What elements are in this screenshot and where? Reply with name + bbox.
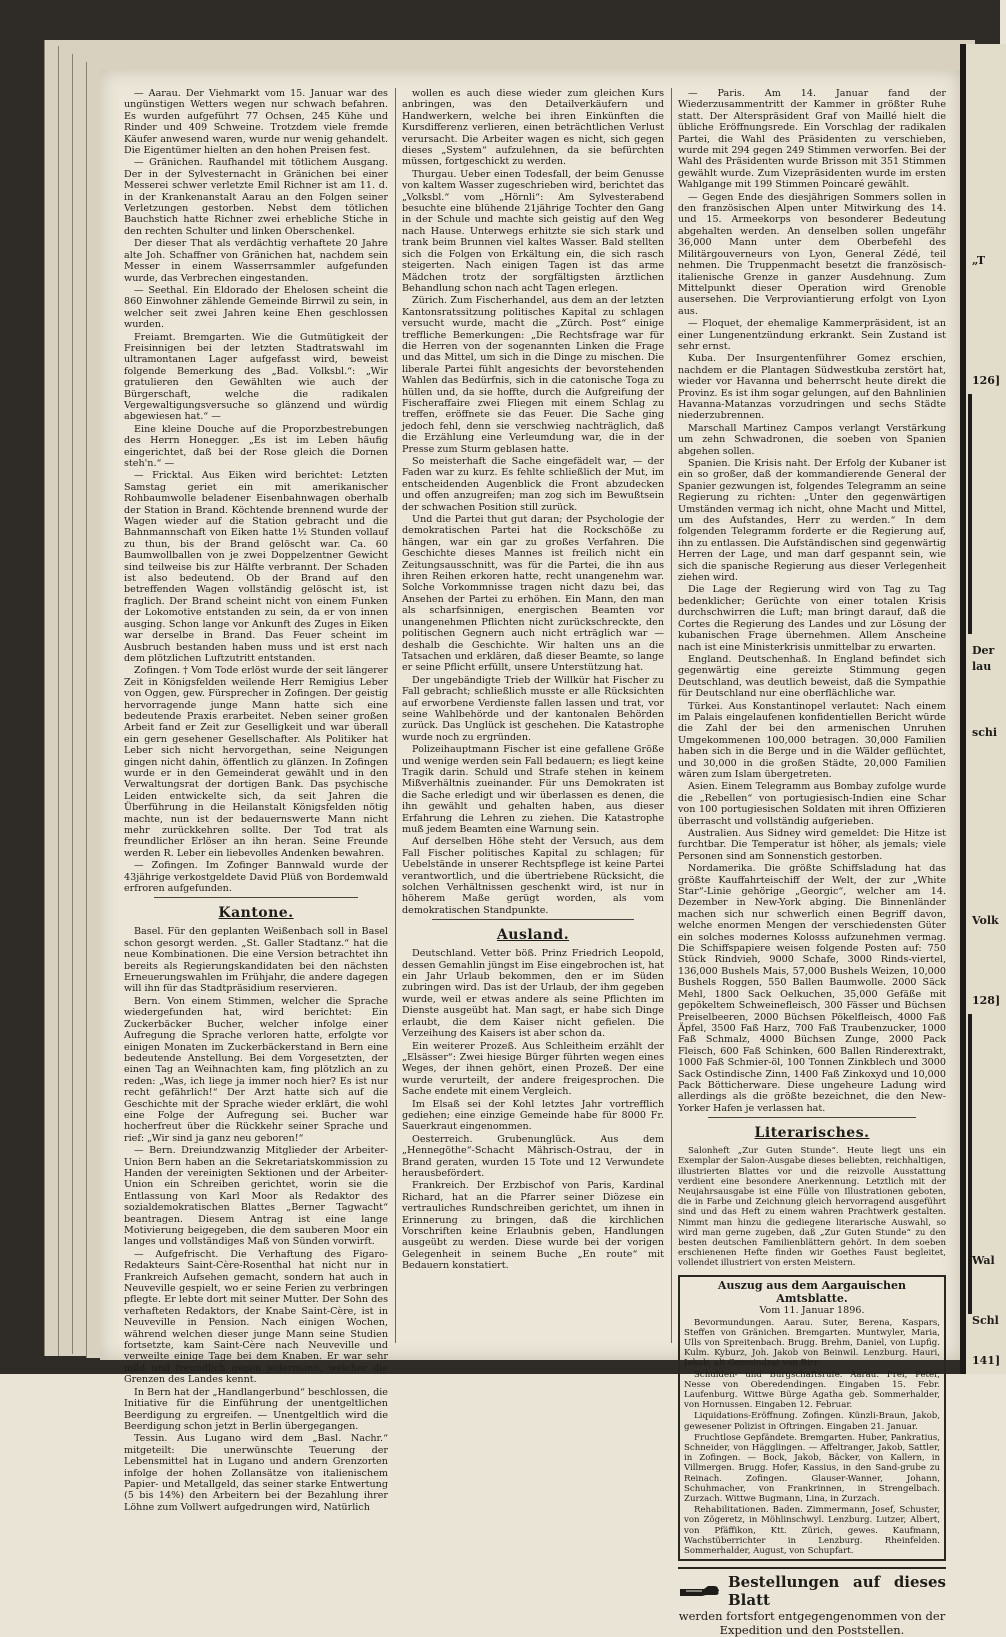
article-zuerich-5: Polizeihauptmann Fischer ist eine gefallene Größe und wenige werden sein Fall bedauern; es liegt keine Tragik darin. Schuld und Strafe stehen in keinem Mißverhältnis zueinander. Für uns Demokraten ist die Sache erledigt und wir überlassen es denen, die ihn gewählt und gehalten haben, aus dieser Erfahrung die Lehren zu ziehen. Die Katastrophe muß jedem Beamten eine Warnung sein. — [402, 744, 664, 835]
amtsblatt-entry: Bevormundungen. Aarau. Suter, Berena, Kaspars, Steffen von Gränichen. Bremgarten. Muntwyler, Maria, Ulls von Spreitenbach. Brugg. Brehm, Daniel, von Lupfig. Kulm. Kyburz, Joh. Jakob von Beinwil. Lenzburg. Hauri, Jakob, alt Gemeindrat von Birr. — [684, 1317, 940, 1369]
adjacent-text: schi — [972, 726, 998, 739]
adjacent-text: Volk — [972, 914, 999, 927]
article-australien: Australien. Aus Sidney wird gemeldet: Die Hitze ist furchtbar. Die Temperatur ist höher, als jemals; viele Personen sind am Sonnenstich gestorben. — [678, 828, 946, 862]
column-rule — [671, 88, 672, 1343]
adjacent-text: Schl — [972, 1314, 999, 1327]
subscription-heading — [678, 1573, 946, 1609]
article-freiamt: Freiamt. Bremgarten. Wie die Gutmütigkeit der Freisinnigen bei der letzten Stadtratswahl im ultramontanen Lager aufgefasst wird, beweist folgende Bemerkung des „Bad. Volksbl.“: „Wir gratulieren den Gewählten wie auch der Bürgerschaft, welche die radikalen Vergewaltigungsversuche so glänzend und würdig abgewiesen hat.“ — — [124, 331, 388, 423]
subscription-heading-text: Bestellungen auf dieses Blatt — [728, 1573, 946, 1610]
article-campos: Marschall Martinez Campos verlangt Verstärkung um zehn Schwadronen, die soeben von Spanien abgehen sollen. — [678, 422, 946, 457]
article-graenichen: — Gränichen. Raufhandel mit tötlichem Ausgang. Der in der Sylvesternacht in Gränichen bei einer Messerei schwer verletzte Emil Richner ist am 11. d. in der Krankenanstalt Aarau an den Folgen seiner Verletzungen gestorben. Nebst dem tötlichen Bauchstich hatte Richner zwei erhebliche Stiche in den rechten Schulter und linken Oberschenkel. — [124, 157, 388, 237]
article-aufgefrischt: — Aufgefrischt. Die Verhaftung des Figaro-Redakteurs Saint-Cère-Rosenthal hat nicht nur in Frankreich Aufsehen gemacht, sondern hat auch in Neuveville gespielt, wo er seine Ferien zu verbringen pflegte. Er lebte dort mit seiner Mutter. Der Sohn des verhafteten Redaktors, der Knabe Saint-Cère, ist in Neuveville in Pension. Nach einigen Wochen, während welchen dieser junge Mann seine Studien fortsetzte, kam Saint-Cère nach Neuveville und verweilte einige Tage bei dem Knaben. Er war sehr mild und freundlich gegen jedermann, welcher die Grenzen des Landes kennt. — [124, 1248, 388, 1386]
article-kuba: Kuba. Der Insurgentenführer Gomez erschien, nachdem er die Plantagen Südwestkuba zerstört hat, wieder vor Havanna und beherrscht heute direkt die Provinz. Es ist ihm sogar gelungen, auf den Bahnlinien Havanna-Matanzas vorzudringen und sechs Städte niederzubrennen. — [678, 353, 946, 422]
column-middle — [402, 88, 664, 1343]
amtsblatt-entry: Schulden- und Bürgschaftsrufe. Aarau. Frei, Peter, Nesse von Oberedendingen. Eingaben 15. Febr. Laufenburg. Wittwe Bürge Agatha geb. Sommerhalder, von Hornussen. Eingaben 12. Februar. — [684, 1369, 940, 1411]
article-oesterreich: Oesterreich. Grubenunglück. Aus dem „Hennegöthe“-Schacht Mährisch-Ostrau, der in Brand geraten, wurden 15 Tote und 12 Verwundete herausbefördert. — [402, 1133, 664, 1179]
article-england: England. Deutschenhaß. In England befindet sich gegenwärtig eine gereizte Stimmung gegen Deutschland, was deutlich beweist, daß die Sympathie für Deutschland nur eine oberflächliche war. — [678, 653, 946, 700]
article-tessin-cont: wollen es auch diese wieder zum gleichen Kurs anbringen, was den Detailverkäufern und Handwerkern, welche bei ihren Einkünften die Kursdifferenz verlieren, einen beträchtlichen Verlust verursacht. Die Arbeiter wagen es nicht, sich gegen dieses „System“ aufzulehnen, da sie befürchten müssen, fortgeschickt zu werden. — [402, 88, 664, 168]
pointing-hand-icon — [678, 1584, 722, 1598]
article-zofingen: Zofingen. † Vom Tode erlöst wurde der seit längerer Zeit in Königsfelden weilende Herr Remigius Leber von Oggen, gew. Fürsprecher in Zofingen. Der geistig hervorragende junge Mann hatte sich eine bedeutende Praxis erarbeitet. Neben seiner großen Arbeit fand er Zeit zur Geselligkeit und war überall ein gern gesehener Gesellschafter. Als Politiker hat Leber sich nicht hervorgethan, seine Neigungen gingen nicht dahin, öffentlich zu glänzen. In Zofingen wurde er in den Gemeinderat gewählt und in den Verwaltungsrat der dortigen Bank. Das psychische Leiden entwickelte sich, da seit Jahren die Überführung in die Heilanstalt Königsfelden nötig machte, nun ist der bedauernswerte Mann nicht mehr zurückkehren sollte. Der Tod trat als freundlicher Erlöser an ihn heran. Seine Freunde werden R. Leber ein liebevolles Andenken bewahren. — [124, 665, 388, 859]
article-zuerich-4: Der ungebändigte Trieb der Willkür hat Fischer zu Fall gebracht; schließlich musste er alle Rücksichten auf erworbene Verdienste fallen lassen und trat, vor seine Wahlbehörde und der kantonalen Behörden zurück. Das Unglück ist geschehen. Die Katastrophe wurde noch zu ergründen. — [402, 674, 664, 743]
column-right — [678, 88, 946, 1637]
section-heading-literarisches: Literarisches. — [754, 1125, 870, 1142]
amtsblatt-entry: Liquidations-Eröffnung. Zofingen. Künzli-Braun, Jakob, gewesener Polizist in Oftringen. Eingaben 21. Januar. — [684, 1411, 940, 1432]
article-spanien-2: Die Lage der Regierung wird von Tag zu Tag bedenklicher; Gerüchte von einer totalen Krisis durchschwirren die Luft; man bringt darauf, daß die Cortes die Regierung des Landes und zur Lösung der kubanischen Frage übernehmen. Allem Anscheine nach ist eine Ministerkrisis unmittelbar zu erwarten. — [678, 584, 946, 653]
article-fricktal: — Fricktal. Aus Eiken wird berichtet: Letzten Samstag geriet ein mit amerikanischer Rohbaumwolle beladener Eisenbahnwagen oberhalb der Station in Brand. Köchtende brennend wurde der Wagen wieder auf die Station gebracht und die Bahnmannschaft von Eiken hatte 1½ Stunden vollauf zu thun, bis der Brand gelöscht war. Ca. 60 Baumwollballen von je zwei Doppelzentner Gewicht sind teilweise bis zur Hälfte verbrannt. Der Schaden ist also bedeutend. Ob der Brand auf den betreffenden Wagen vollständig gelöscht ist, ist fraglich. Der Brand scheint nicht von einem Funken der Lokomotive entstanden zu sein, da er von innen ausging. Schon lange vor Ankunft des Zuges in Eiken war derselbe in Brand. Das Feuer scheint im Ausbruch bestanden haben muss und ist erst nach dem plötzlichen Luftzutritt entstanden. — [124, 470, 388, 664]
adjacent-page-strip — [960, 44, 1006, 1374]
section-divider — [432, 919, 634, 920]
article-zuerich-3: Und die Partei thut gut daran; der Psychologie der demokratischen Partei hat die Rockschöße zu hängen, war ein gar zu großes Verfahren. Die Geschichte dieses Mannes ist freilich nicht ein Zeitungsausschnitt, was für die Partei, die ihn aus ihren Reihen erkoren hatte, recht unangenehm war. Solche Vorkommnisse tragen nicht dazu bei, das Ansehen der Partei zu erhöhen. Ein Mann, den man als scharfsinnigen, energischen Beamten vor unangenehmen Pflichten nicht zurückschreckte, den politischen Gegnern auch nicht erträglich war — deshalb die Geschichte. Wir halten uns an die Tatsachen und erklären, daß dieser Beamte, so lange er seine Pflicht erfüllt, unsere Unterstützung hat. — [402, 514, 664, 674]
article-bern-3: In Bern hat der „Handlangerbund“ beschlossen, die Initiative für die Einführung der unentgeltlichen Beerdigung zu ergreifen. — Unentgeltlich wird die Beerdigung schon jetzt in Berlin übergegangen. — [124, 1386, 388, 1432]
article-basel: Basel. Für den geplanten Weißenbach soll in Basel schon gesorgt werden. „St. Galler Stadtanz.“ hat die neue Kombinationen. Die eine Version betrachtet ihn bereits als Regierungskandidaten bei den nächsten Erneuerungswahlen im Frühjahr, die andere dagegen will ihn für das Stadtpräsidium reservieren. — [124, 926, 388, 995]
amtsblatt-title: Auszug aus dem Aargauischen Amtsblatte. — [717, 1278, 907, 1305]
adjacent-text: 126] — [972, 374, 1001, 387]
adjacent-rule — [968, 1014, 972, 1314]
article-deutschland: Deutschland. Vetter böß. Prinz Friedrich Leopold, dessen Gemahlin jüngst im Eise eingebrochen ist, hat ein Jahr Urlaub bekommen, den er im Süden zubringen wird. Das ist der Urlaub, der ihm gegeben wurde, weil er etwas andere als seine Pflichten im Dienste ausgeübt hat. Man sagt, er habe sich Dinge erlaubt, die dem Kaiser nicht gefielen. Die Verzeihung des Kaisers ist aber schon da. — [402, 948, 664, 1040]
amtsblatt-date: Vom 11. Januar 1896. — [759, 1304, 865, 1316]
article-paris: — Paris. Am 14. Januar fand der Wiederzusammentritt der Kammer in größter Ruhe statt. Der Alterspräsident Graf von Maillé hielt die übliche Eröffnungsrede. Ein Vorschlag der radikalen Partei, die Wahl des Präsidenten zu verschieben, wurde mit 294 gegen 249 Stimmen verworfen. Bei der Wahl des Präsidenten wurde Brisson mit 351 Stimmen gewählt wurde. Zum Vizepräsidenten wurde im ersten Wahlgange mit 199 Stimmen Poincaré gewählt. — [678, 88, 946, 191]
section-heading-ausland: Ausland. — [496, 927, 570, 944]
adjacent-text: lau — [972, 660, 992, 673]
adjacent-text: 141] — [972, 1354, 1001, 1367]
section-heading-kantone: Kantone. — [218, 905, 294, 922]
article-salonheft: Salonheft „Zur Guten Stunde“. Heute liegt uns ein Exemplar der Salon-Ausgabe dieses beliebten, reichhaltigen, illustrierten Blattes vor und die reizvolle Ausstattung verdient eine besondere Anerkennung. Letztlich mit der Neujahrsausgabe ist eine Fülle von Illustrationen geboten, die in Farbe und Zeichnung gleich hervorragend ausgeführt sind und das Heft zu einem wahren Prachtwerk gestalten. Nimmt man hinzu die gediegene literarische Auswahl, so wird man gerne zugeben, daß „Zur Guten Stunde“ zu den besten deutschen Familienblättern gehört. In dem soeben erschienenen Hefte finden wir Goethes Faust begleitet, vollendet illustriert von ersten Meistern. — [678, 1146, 946, 1269]
section-divider — [154, 897, 358, 898]
adjacent-text: Der — [972, 644, 995, 657]
adjacent-text: 128] — [972, 994, 1001, 1007]
adjacent-text: Wal — [972, 1254, 995, 1267]
article-floquet: — Floquet, der ehemalige Kammerpräsident, ist an einer Lungenentzündung erkrankt. Sein Zustand ist sehr ernst. — [678, 318, 946, 352]
article-nordamerika: Nordamerika. Die größte Schiffsladung hat das größte Kauffahrteischiff der Welt, der zur „White Star“-Linie gehörige „Georgic“, welcher am 14. Dezember in New-York abging. Die Binnenländer machen sich nur schwerlich einen Begriff davon, welche enormen Mengen der verschiedensten Güter ein solches modernes Kolosss aufzunehmen vermag. Die Schiffspapiere weisen folgende Posten auf: 750 Stück Rindvieh, 9000 Schafe, 3000 Rinds-viertel, 136,000 Bushels Mais, 57,000 Bushels Weizen, 10,000 Bushels Roggen, 550 Ballen Baumwolle. 2000 Säck Mehl, 1800 Sack Oelkuchen, 35,000 Gefäße mit gepökeltem Schweinefleisch, 300 Fässer und Büchsen Preiselbeeren, 2000 Büchsen Pökelfleisch, 4000 Faß Äpfel, 3500 Faß Harz, 700 Faß Traubenzucker, 1000 Faß Schmalz, 4000 Büchsen Zunge, 2000 Pack Fleisch, 600 Faß Schinken, 600 Ballen Rinderextrakt, 1000 Faß Schmier-öl, 100 Tonnen Zinkblech und 3000 Sack Ostindische Zinn, 1400 Faß Zinkoxyd und 10,000 Pack Bötticherware. Diese ungeheure Ladung wird allerdings als die größte bezeichnet, die den New-Yorker Hafen je verlassen hat. — [678, 863, 946, 1114]
column-left — [124, 88, 388, 1513]
article-elsass: Im Elsaß sei der Kohl letztes Jahr vortrefflich gediehen; eine einzige Gemeinde habe für 8000 Fr. Sauerkraut eingenommen. — [402, 1098, 664, 1133]
article-aarau: — Aarau. Der Viehmarkt vom 15. Januar war des ungünstigen Wetters wegen nur schwach befahren. Es wurden aufgeführt 77 Ochsen, 245 Kühe und Rinder und 409 Schweine. Trotzdem viele fremde Käufer anwesend waren, wurde nur wenig gehandelt. Die Eigentümer hielten an den hohen Preisen fest. — [124, 88, 388, 157]
article-frankreich: Frankreich. Der Erzbischof von Paris, Kardinal Richard, hat an die Pfarrer seiner Diözese ein vertrauliches Rundschreiben gerichtet, um ihnen in Erinnerung zu bringen, daß die kirchlichen Vorschriften keine Erlaubnis geben, Handlungen ausgeübt zu werden. Diese wurde bei der vorigen Gelegenheit in seinem Buche „En route“ mit Bedauern konstatiert. — [402, 1180, 664, 1272]
article-tessin: Tessin. Aus Lugano wird dem „Basl. Nachr.“ mitgeteilt: Die unerwünschte Teuerung der Lebensmittel hat in Lugano und andern Grenzorten infolge der hohen Zollansätze von italienischem Papier- und Metallgeld, das seiner starke Entwertung (5 bis 14%) den Arbeitern bei der Bezahlung ihrer Löhne zum Vollwert aufgedrungen wird, Natürlich — [124, 1433, 388, 1513]
article-manoever: — Gegen Ende des diesjährigen Sommers sollen in den französischen Alpen unter Mitwirkung des 14. und 15. Armeekorps von besonderer Bedeutung abgehalten werden. An denselben sollen ungefähr 36,000 Mann unter dem Oberbefehl des Militärgouverneurs von Lyon, General Zédé, teil nehmen. Die Truppenmacht besetzt die französisch-italienische Grenze in ganzer Ausdehnung. Zum Mittelpunkt dieser Operation wird Grenoble ausersehen. Die Verproviantierung erfolgt von Lyon aus. — [678, 191, 946, 317]
subscription-text: werden fortsfort entgegengenommen von der Expedition und den Poststellen. — [678, 1609, 946, 1637]
article-bern-2: — Bern. Dreiundzwanzig Mitglieder der Arbeiter-Union Bern haben an die Sekretariatskommission zu Handen der vereinigten Sektionen und der Arbeiter-Union ein Schreiben gerichtet, worin sie die Entlassung von Karl Moor als Redaktor des sozialdemokratischen Blattes „Berner Tagwacht“ beantragen. Diesem Antrag ist eine lange Motivierung beigegeben, die dem sauberen Moor ein langes und vollständiges Maß von Sünden vorwirft. — [124, 1145, 388, 1248]
article-seethal: — Seethal. Ein Eldorado der Ehelosen scheint die 860 Einwohner zählende Gemeinde Birrwil zu sein, in welcher seit zwei Jahren keine Ehen geschlossen wurden. — [124, 284, 388, 331]
article-zuerich: Zürich. Zum Fischerhandel, aus dem an der letzten Kantonsratssitzung politisches Kapital zu schlagen versucht wurde, macht die „Zürch. Post“ einige treffliche Bemerkungen: „Die Rechtsfrage war für die Herren von der sogenannten Linken die Frage und das Mittel, um sich in die Dinge zu mischen. Die liberale Partei fühlt angesichts der bevorstehenden Wahlen das Bedürfnis, sich in die catonische Toga zu hüllen und, da sie hoffte, durch die Aufgreifung der Fischeraffaire zwei Fliegen mit einem Schlag zu treffen, eröffnete sie das Feuer. Die Sache ging jedoch fehl, denn sie verschwieg nachträglich, daß die Erzählung eine Verleumdung war, die in der Presse zum Sturm geblasen hatte. — [402, 295, 664, 455]
article-bern: Bern. Von einem Stimmen, welcher die Sprache wiedergefunden hat, wird berichtet: Ein Zuckerbäcker Bucher, welcher infolge einer Aufregung die Sprache verloren hatte, erfolgte vor einigen Monaten im Zuckerbäckerstand in Bern eine bedeutende Anstellung. Bei dem Vorgesetzten, der einen Tag an Weihnachten kam, fing plötzlich an zu reden: „Was, ich liege ja immer noch hier? Es ist nur recht gefährlich!“ Der Arzt hatte sich auf die Geschichte mit der Sprache wieder erklärt, die wohl eine Folge der Aufregung sei. Bucher war hocherfreut über die Rückkehr seiner Sprache und rief: „Wir sind ja ganz neu geboren!“ — [124, 995, 388, 1144]
article-asien: Asien. Einem Telegramm aus Bombay zufolge wurde die „Rebellen“ von portugiesisch-Indien eine Schar von 100 portugiesischen Soldaten mit ihren Offizieren überrascht und vollständig aufgerieben. — [678, 781, 946, 827]
article-zofingen-2: — Zofingen. Im Zofinger Bannwald wurde der 43jährige verkostgeldete David Plüß von Bordemwald erfroren aufgefunden. — [124, 860, 388, 895]
article-zuerich-6: Auf derselben Höhe steht der Versuch, aus dem Fall Fischer politisches Kapital zu schlagen; für Uebelstände in unserer Rechtspflege ist keine Partei verantwortlich, und die übertriebene Rücksicht, die solchen Verhältnissen geschenkt wird, ist nur in höherem Maße gerügt worden, als vom demokratischen Standpunkte. — [402, 836, 664, 916]
amtsblatt-box — [678, 1275, 946, 1562]
amtsblatt-entry: Fruchtlose Gepfändete. Bremgarten. Huber, Pankratius, Schneider, von Hägglingen. — Affeltranger, Jakob, Sattler, in Zofingen. — Bock, Jakob, Bäcker, von Kallern, in Villmergen. Brugg. Hofer, Kassius, in den Sand-grube zu Reinach. Zofingen. Glauser-Wanner, Johann, Schuhmacher, von Frankrinnen, in Strengelbach. Zurzach. Wittwe Bugmann, Lina, in Zurzach. — [684, 1432, 940, 1505]
article-spanien: Spanien. Die Krisis naht. Der Erfolg der Kubaner ist ein so großer, daß der kommandierende General der Spanier gezwungen ist, folgendes Telegramm an seine Regierung zu richten: „Unter den gegenwärtigen Umständen vermag ich nicht, ohne Macht und Mittel, um des Aufstandes, Herr zu werden.“ In dem folgenden Telegramm forderte er die Regierung auf, ihn zu entlassen. Die Aufständischen sind gegenwärtig Herren der Lage, und man darf gespannt sein, wie sich die spanische Regierung aus dieser Verlegenheit ziehen wird. — [678, 458, 946, 584]
section-divider — [708, 1117, 916, 1118]
article-proporz: Eine kleine Douche auf die Proporzbestrebungen des Herrn Honegger. „Es ist im Leben häufig eingerichtet, daß bei der Rose gleich die Dornen steh'n.“ — — [124, 423, 388, 469]
adjacent-rule — [968, 394, 972, 634]
article-graenichen-2: Der dieser That als verdächtig verhaftete 20 Jahre alte Joh. Schaffner von Gränichen hat, nachdem sein Messer in einem Wasserrsammler aufgefunden wurde, das Verbrechen eingestanden. — [124, 238, 388, 284]
amtsblatt-entry: Rehabilitationen. Baden. Zimmermann, Josef, Schuster, von Zögeretz, in Möhlinschwyl. Lenzburg. Lutzer, Albert, von Pfäffikon, Ktt. Zürich, gewes. Kaufmann, Wachstüberrichter in Lenzburg. Rheinfelden. Sommerhalder, August, von Schupfart. — [684, 1505, 940, 1557]
article-prozess: Ein weiterer Prozeß. Aus Schleitheim erzählt der „Elsässer“: Zwei hiesige Bürger führten wegen eines Weges, der ihnen gehört, einen Prozeß. Der eine wurde verurteilt, der andere freigesprochen. Die Sache endete mit einem Vergleich. — [402, 1040, 664, 1098]
article-zuerich-2: So meisterhaft die Sache eingefädelt war, — der Faden war zu kurz. Es fehlte schließlich der Mut, im entscheidenden Augenblick die Front abzudecken und offen anzugreifen; man zog sich im Bewußtsein der schwachen Position still zurück. — [402, 456, 664, 513]
adjacent-text: „T — [972, 254, 986, 267]
article-tuerkei: Türkei. Aus Konstantinopel verlautet: Nach einem im Palais eingelaufenen konfidentiellen Bericht würde die Zahl der bei den armenischen Unruhen Umgekommenen 100,000 betragen. 30,000 Familien haben sich in die Berge und in die Wälder geflüchtet, und 30,000 in die großen Städte, 20,000 Familien wären zum Islam übergetreten. — [678, 700, 946, 780]
column-rule — [395, 88, 396, 1343]
article-thurgau: Thurgau. Ueber einen Todesfall, der beim Genusse von kaltem Wasser zugeschrieben wird, berichtet das „Volksbl.“ vom „Hörnli“: Am Sylvesterabend besuchte eine blühende 21jährige Tochter den Gang in der Schule und machte sich geistig auf den Weg nach Hause. Unterwegs erhitzte sie sich stark und trank beim Brunnen viel kaltes Wasser. Bald stellten sich die Folgen von Erkältung ein, die sich rasch steigerten. Nach einigen Tagen ist das arme Mädchen trotz der sorgfältigsten ärztlichen Behandlung schon nach acht Tagen erlegen. — [402, 168, 664, 294]
subscription-notice — [678, 1567, 946, 1637]
newspaper-page — [100, 70, 960, 1637]
column-grid — [124, 88, 954, 1637]
